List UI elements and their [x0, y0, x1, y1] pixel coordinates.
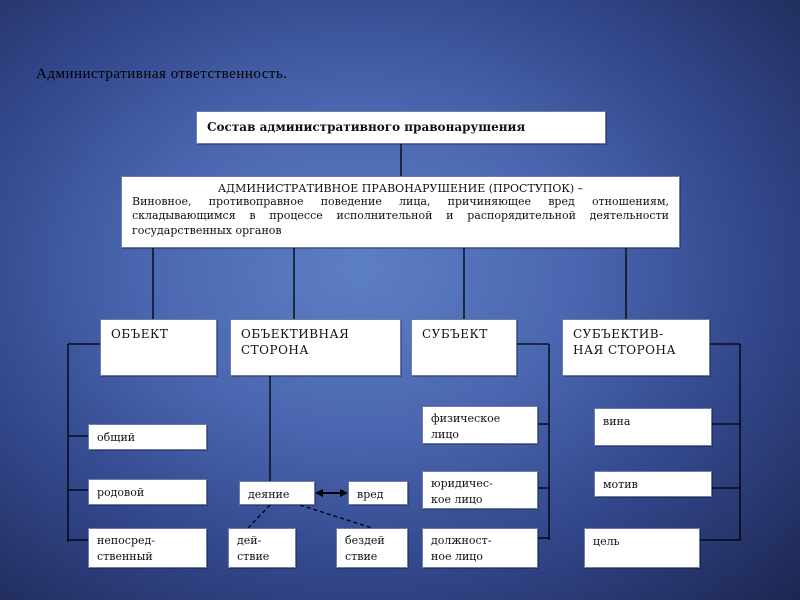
- root-label: Состав административного правонарушения: [207, 120, 526, 134]
- category-objective-side: [230, 319, 401, 376]
- arrowhead-left: [315, 489, 323, 497]
- act-to-action-dashed-line: [248, 505, 270, 528]
- object-general-label: общий: [97, 431, 136, 444]
- objective-inaction-label: бездей ствие: [345, 534, 385, 563]
- subjective-motive-box: [594, 471, 712, 497]
- subjective-goal-label: цель: [593, 535, 620, 548]
- subject-legal-label: юридичес- кое лицо: [431, 477, 493, 506]
- category-subject: [411, 319, 517, 376]
- object-generic-box: [88, 479, 207, 505]
- category-subjective-side-label: СУБЪЕКТИВ- НАЯ СТОРОНА: [573, 327, 677, 358]
- object-direct-box: [88, 528, 207, 568]
- objective-act-label: деяние: [248, 488, 290, 501]
- category-object-label: ОБЪЕКТ: [111, 327, 169, 341]
- category-subjective-side: [562, 319, 710, 376]
- objective-action-box: [228, 528, 296, 568]
- category-objective-side-label: ОБЪЕКТИВНАЯ СТОРОНА: [241, 327, 350, 358]
- act-to-inaction-dashed-line: [300, 505, 372, 528]
- category-subject-label: СУБЪЕКТ: [422, 327, 488, 341]
- subjective-goal-box: [584, 528, 700, 568]
- object-direct-label: непосред- ственный: [97, 534, 155, 563]
- objective-inaction-box: [336, 528, 408, 568]
- root-box: [196, 111, 606, 144]
- objective-act-box: [239, 481, 315, 505]
- objective-harm-label: вред: [357, 488, 384, 501]
- objective-harm-box: [348, 481, 408, 505]
- subjective-guilt-label: вина: [603, 415, 631, 428]
- subject-physical-label: физическое лицо: [431, 412, 501, 441]
- arrowhead-right: [340, 489, 348, 497]
- subject-legal-box: [422, 471, 538, 509]
- subjective-motive-label: мотив: [603, 478, 638, 491]
- category-object: [100, 319, 217, 376]
- subjective-guilt-box: [594, 408, 712, 446]
- object-general-box: [88, 424, 207, 450]
- subject-physical-box: [422, 406, 538, 444]
- definition-body: Виновное, противоправное поведение лица, причиняющее вред отношениям, складывающимся в процессе исполнительной и распорядительной деятельности государственных органов: [132, 195, 669, 237]
- object-generic-label: родовой: [97, 486, 145, 499]
- subject-official-box: [422, 528, 538, 568]
- definition-box: [121, 176, 680, 248]
- definition-title: АДМИНИСТРАТИВНОЕ ПРАВОНАРУШЕНИЕ (ПРОСТУПОК) –: [217, 182, 584, 195]
- objective-action-label: дей- ствие: [237, 534, 270, 563]
- subject-official-label: должност- ное лицо: [431, 534, 492, 563]
- slide-title: Административная ответственность.: [36, 66, 288, 82]
